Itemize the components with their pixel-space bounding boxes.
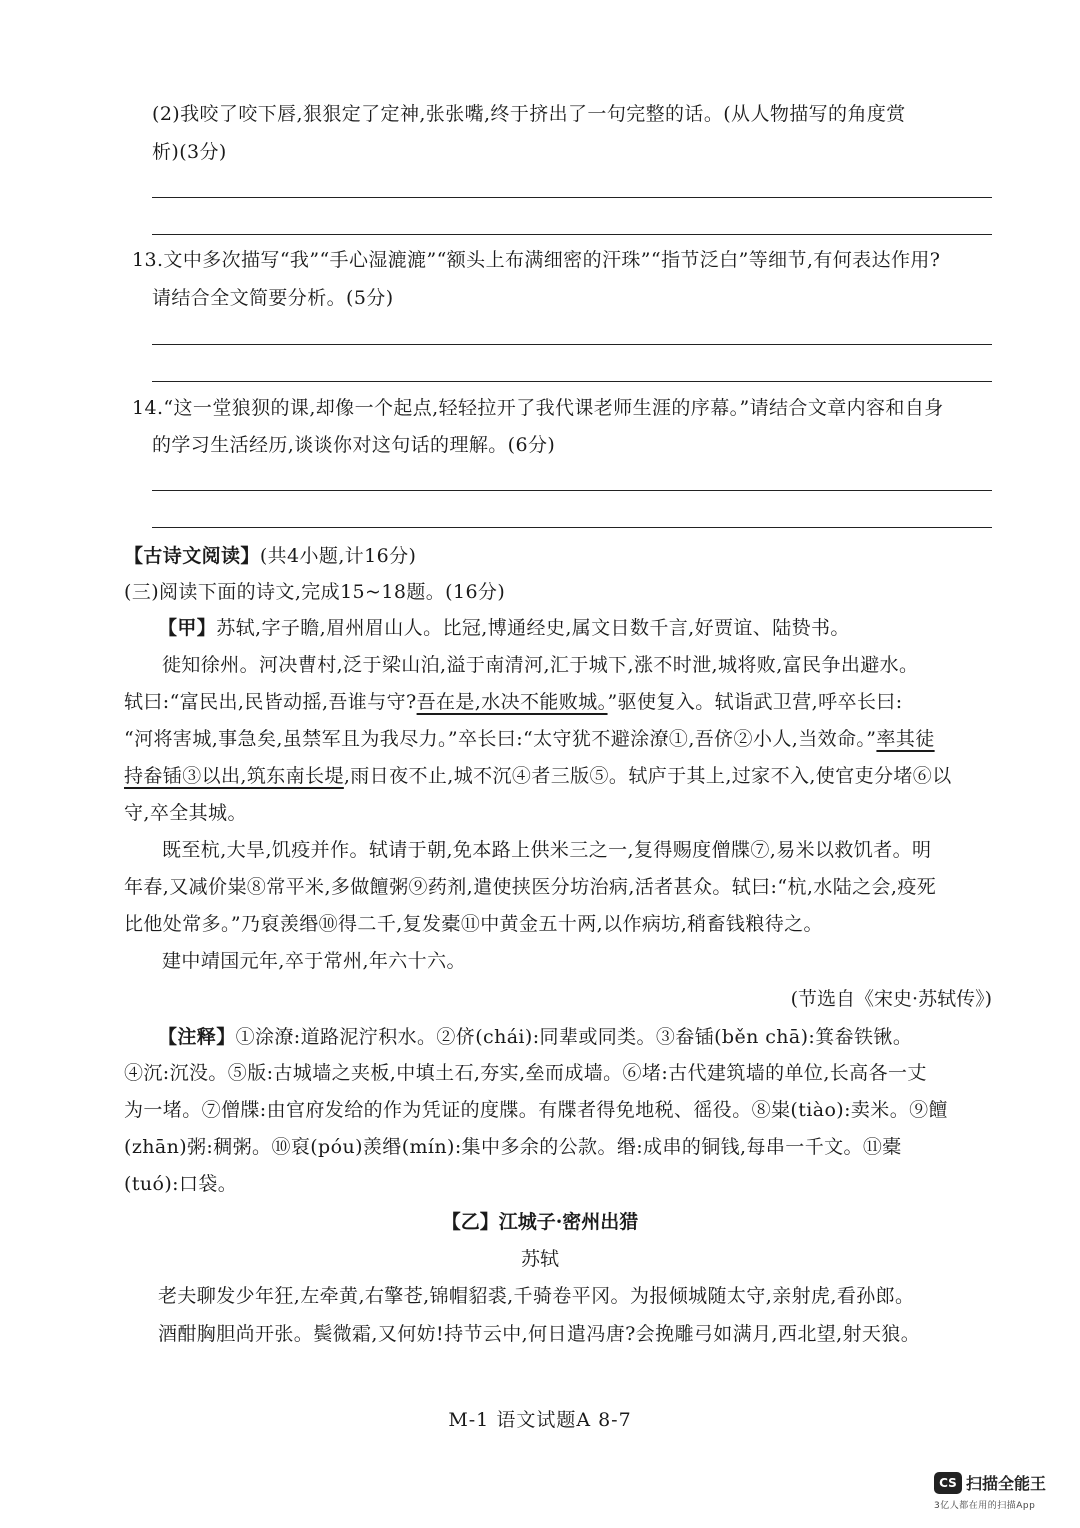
watermark-subtitle: 3亿人都在用的扫描App: [934, 1501, 1036, 1511]
answer-line[interactable]: [152, 344, 992, 345]
jia-p4-line1: 建中靖国元年,卒于常州,年六十六。: [162, 950, 466, 972]
scanner-watermark: [934, 1468, 1066, 1518]
jia-p3-line2: 年春,又减价粜⑧常平米,多做饘粥⑨药剂,遣使挟医分坊治病,活者甚众。轼曰:“杭,水陆之会,疫死: [124, 876, 937, 898]
poem-title: 【乙】江城子·密州出猎: [441, 1211, 639, 1233]
jia-p3-line3: 比他处常多。”乃裒羡缗⑩得二千,复发橐⑪中黄金五十两,以作病坊,稍畜钱粮待之。: [124, 913, 823, 935]
page-footer: M-1 语文试题A 8-7: [448, 1409, 632, 1431]
source-citation: (节选自《宋史·苏轼传》): [790, 988, 992, 1010]
q14-line1: 14.“这一堂狼狈的课,却像一个起点,轻轻拉开了我代课老师生涯的序幕。”请结合文章内容和自身: [132, 397, 944, 419]
jia-label: 【甲】: [158, 617, 217, 639]
underlined-sentence: 率其徒: [876, 728, 935, 750]
answer-line[interactable]: [152, 381, 992, 382]
jia-p2-line2: [124, 690, 903, 714]
notes-line1-text: ①涂潦:道路泥泞积水。②侪(chái):同辈或同类。③畚锸(běn chā):箕畚铁锹。: [235, 1026, 913, 1048]
underlined-sentence: 持畚锸③以出,筑东南长堤: [124, 765, 344, 787]
answer-line[interactable]: [152, 527, 992, 528]
underlined-sentence: 吾在是,水决不能败城。: [416, 691, 608, 713]
jia-p3-line1: 既至杭,大旱,饥疫并作。轼请于朝,免本路上供米三之一,复得赐度僧牒⑦,易米以救饥者。明: [162, 839, 932, 861]
answer-line[interactable]: [152, 197, 992, 198]
q13-line2: 请结合全文简要分析。(5分): [152, 287, 394, 309]
jia-p1-text: 苏轼,字子瞻,眉州眉山人。比冠,博通经史,属文日数千言,好贾谊、陆贽书。: [216, 617, 850, 639]
answer-line[interactable]: [152, 234, 992, 235]
notes-line2: ④沉:沉没。⑤版:古城墙之夹板,中填土石,夯实,垒而成墙。⑥堵:古代建筑墙的单位,长高各一丈: [124, 1062, 927, 1084]
jia-paragraph-1: [158, 616, 850, 640]
section-instruction: (三)阅读下面的诗文,完成15~18题。(16分): [124, 581, 506, 603]
q13-line1: 13.文中多次描写“我”“手心湿漉漉”“额头上布满细密的汗珠”“指节泛白”等细节,有何表达作用?: [132, 249, 941, 271]
notes-label: 【注释】: [158, 1026, 236, 1048]
notes-line3: 为一堵。⑦僧牒:由官府发给的作为凭证的度牒。有牒者得免地税、徭役。⑧粜(tiào):卖米。⑨饘: [124, 1099, 948, 1121]
q14-line2: 的学习生活经历,谈谈你对这句话的理解。(6分): [152, 434, 556, 456]
notes-line4: (zhān)粥:稠粥。⑩裒(póu)羡缗(mín):集中多余的公款。缗:成串的铜钱,每串一千文。⑪橐: [124, 1136, 902, 1158]
notes-line1: [158, 1025, 912, 1049]
poem-line2: 酒酣胸胆尚开张。鬓微霜,又何妨!持节云中,何日遣冯唐?会挽雕弓如满月,西北望,射天狼。: [158, 1323, 921, 1345]
jia-p2-line1: 徙知徐州。河决曹村,泛于梁山泊,溢于南清河,汇于城下,涨不时泄,城将败,富民争出避水。: [162, 654, 919, 676]
jia-p2-line5: 守,卒全其城。: [124, 802, 247, 824]
watermark-name: 扫描全能王: [966, 1474, 1047, 1493]
section-header-label: 【古诗文阅读】: [124, 545, 260, 567]
camscanner-logo-icon: CS: [934, 1472, 962, 1494]
jia-p2-line2-b: ”驱使复入。轼诣武卫营,呼卒长曰:: [607, 691, 903, 713]
poem-author: 苏轼: [520, 1248, 559, 1270]
jia-p2-line4-b: ,雨日夜不止,城不沉④者三版⑤。轼庐于其上,过家不入,使官吏分堵⑥以: [343, 765, 952, 787]
jia-p2-line3: [124, 727, 935, 751]
poem-line1: 老夫聊发少年狂,左牵黄,右擎苍,锦帽貂裘,千骑卷平冈。为报倾城随太守,亲射虎,看孙郎。: [158, 1285, 915, 1307]
jia-p2-line4: [124, 764, 952, 788]
section-header: [124, 544, 416, 568]
notes-line5: (tuó):口袋。: [124, 1173, 238, 1195]
jia-p2-line3-a: “河将害城,事急矣,虽禁军且为我尽力。”卒长曰:“太守犹不避涂潦①,吾侪②小人,当效命。”: [124, 728, 877, 750]
section-header-score: (共4小题,计16分): [259, 545, 417, 567]
q12-2-line2: 析)(3分): [152, 141, 227, 163]
answer-line[interactable]: [152, 490, 992, 491]
q12-2-line1: (2)我咬了咬下唇,狠狠定了定神,张张嘴,终于挤出了一句完整的话。(从人物描写的角度赏: [152, 103, 906, 125]
jia-p2-line2-a: 轼曰:“富民出,民皆动摇,吾谁与守?: [124, 691, 417, 713]
